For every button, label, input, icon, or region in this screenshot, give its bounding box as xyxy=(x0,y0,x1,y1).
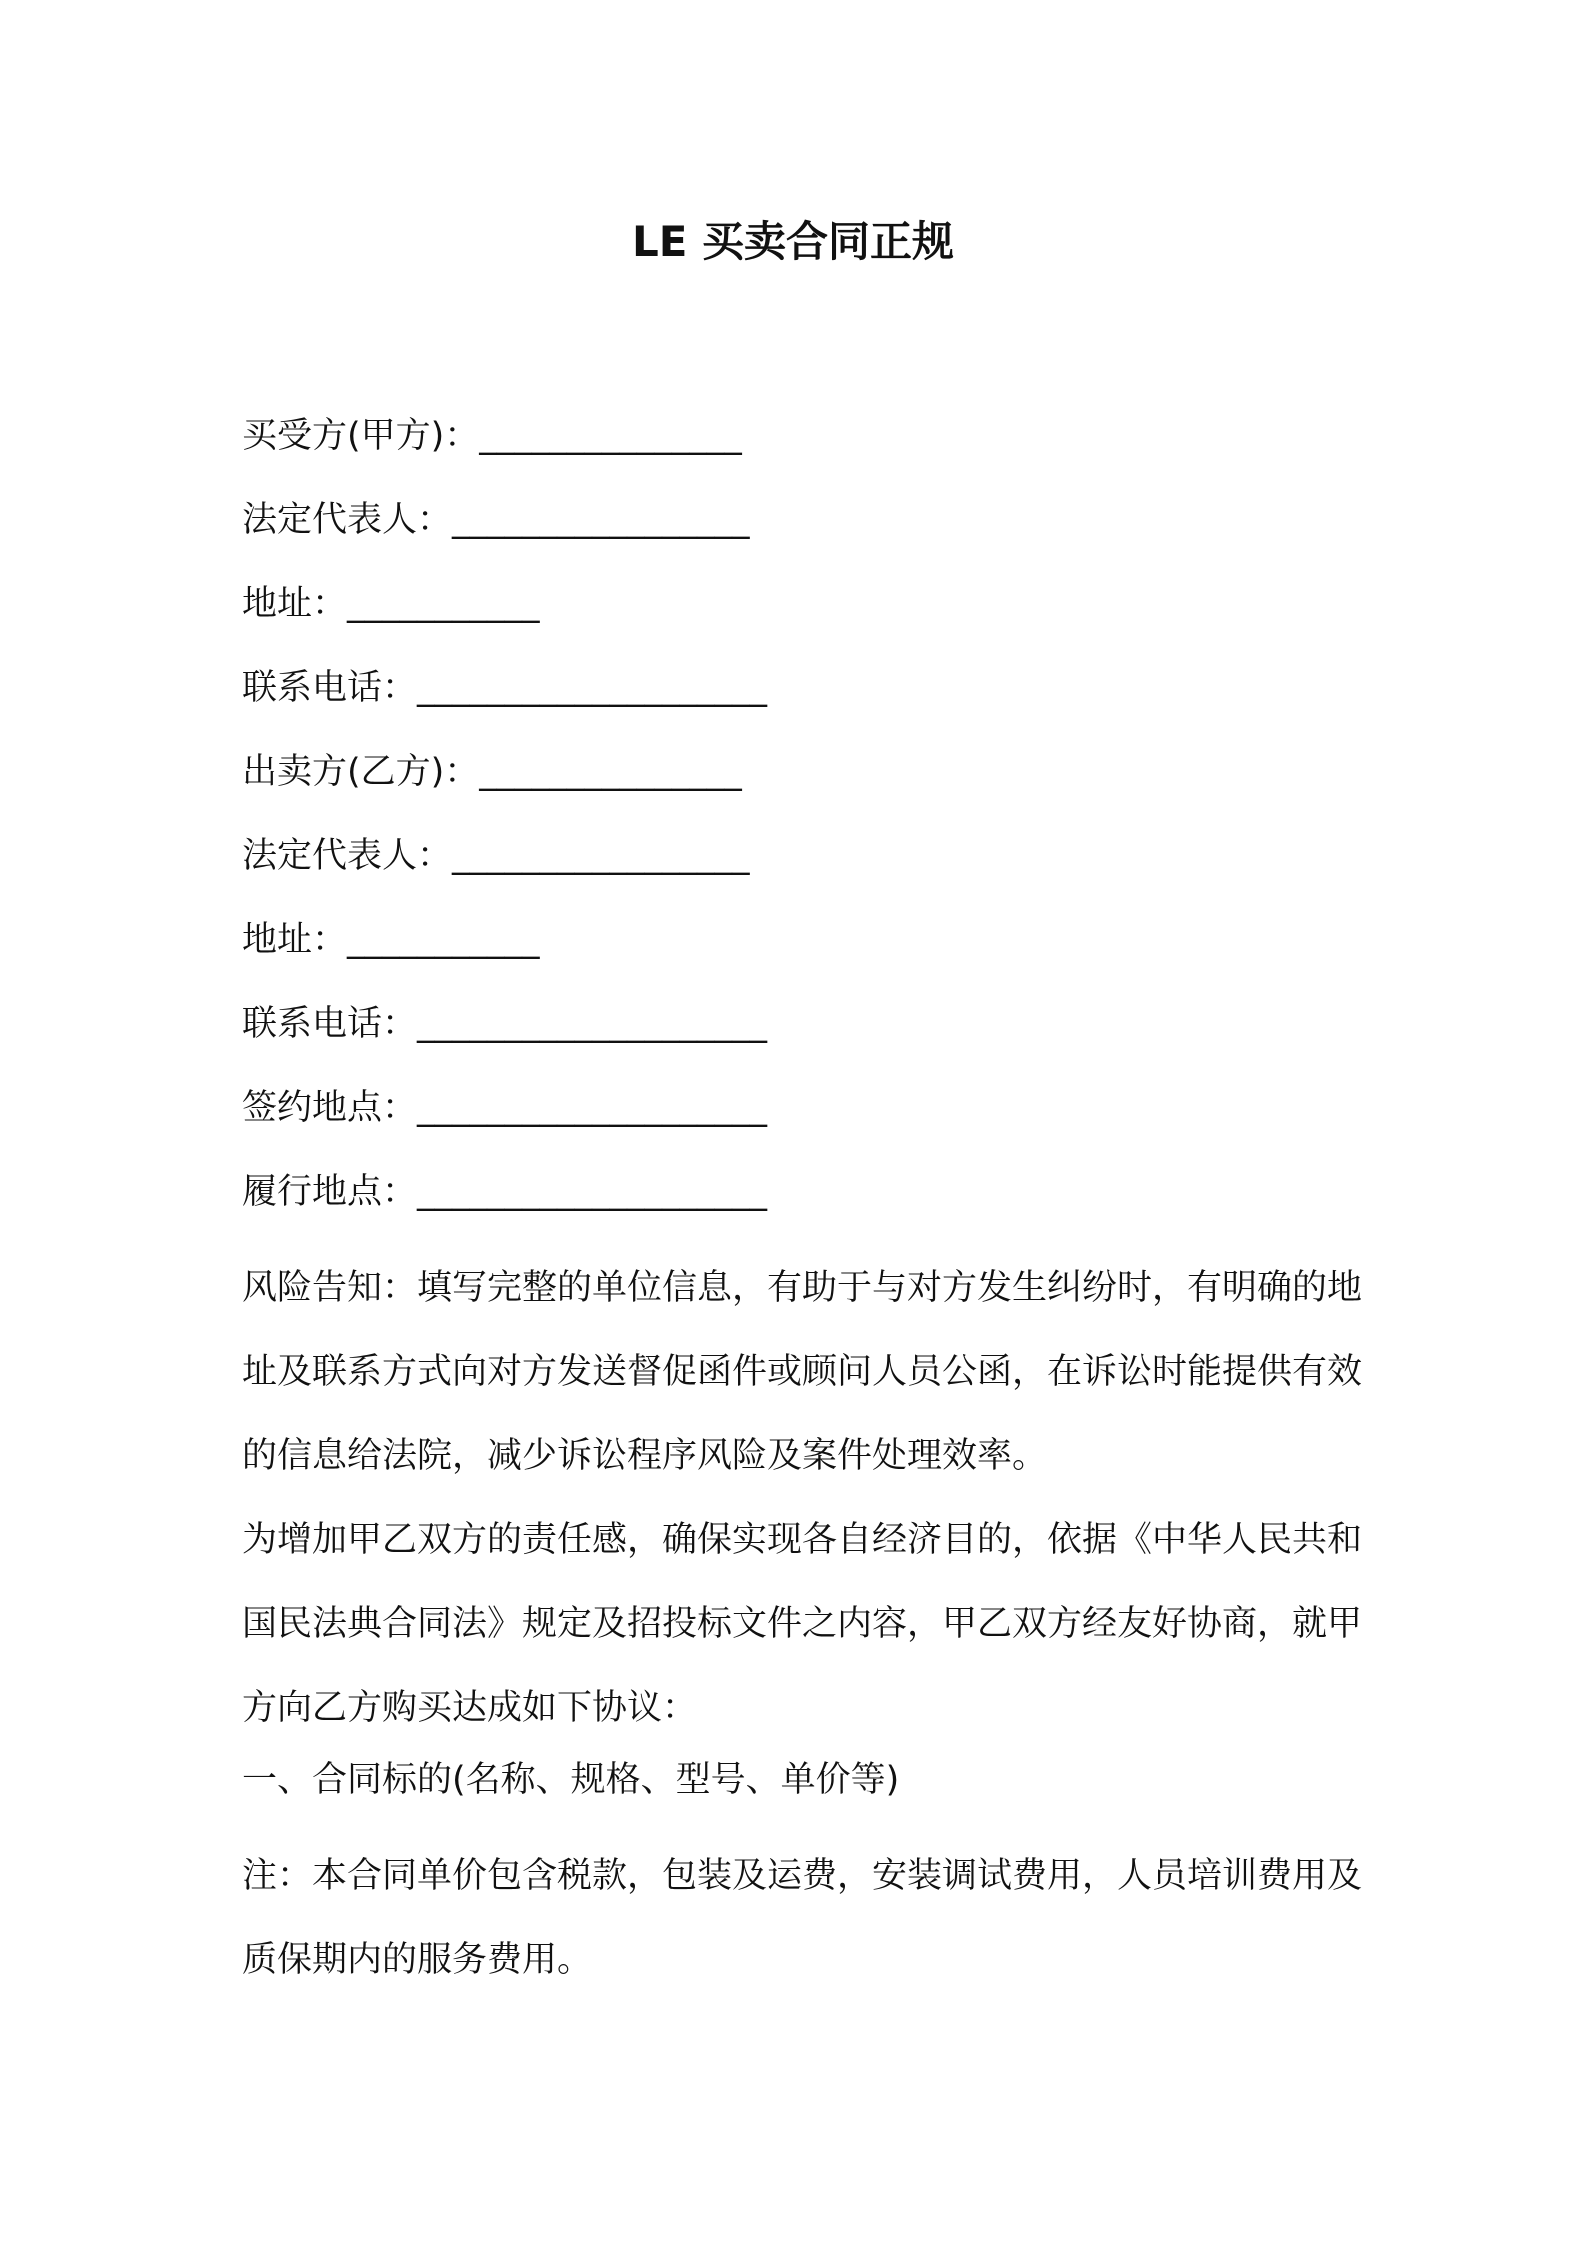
document-body xyxy=(242,406,1362,2002)
seller-name-field: 出卖方(乙方)：_______________ xyxy=(242,752,742,792)
document-title: LE 买卖合同正规 xyxy=(631,217,955,266)
note-paragraph: 注：本合同单价包含税款，包装及运费，安装调试费用，人员培训费用及质保期内的服务费用。 xyxy=(242,1856,1363,1980)
seller-address-field: 地址：___________ xyxy=(242,920,540,960)
section-1-heading: 一、合同标的(名称、规格、型号、单价等) xyxy=(242,1760,900,1800)
seller-legal-rep-field: 法定代表人：_________________ xyxy=(242,836,750,876)
buyer-phone-field: 联系电话：____________________ xyxy=(242,668,768,708)
seller-phone-field: 联系电话：____________________ xyxy=(242,1004,768,1044)
signing-place-field: 签约地点：____________________ xyxy=(242,1088,768,1128)
buyer-name-field: 买受方(甲方)：_______________ xyxy=(242,416,742,456)
performance-place-field: 履行地点：____________________ xyxy=(242,1172,768,1212)
preamble-paragraph: 为增加甲乙双方的责任感，确保实现各自经济目的，依据《中华人民共和国民法典合同法》规定及招投标文件之内容，甲乙双方经友好协商，就甲方向乙方购买达成如下协议： xyxy=(242,1520,1363,1728)
buyer-legal-rep-field: 法定代表人：_________________ xyxy=(242,500,750,540)
buyer-address-field: 地址：___________ xyxy=(242,584,540,624)
risk-notice-paragraph: 风险告知：填写完整的单位信息，有助于与对方发生纠纷时，有明确的地址及联系方式向对方发送督促函件或顾问人员公函，在诉讼时能提供有效的信息给法院，减少诉讼程序风险及案件处理效率。 xyxy=(242,1268,1363,1476)
